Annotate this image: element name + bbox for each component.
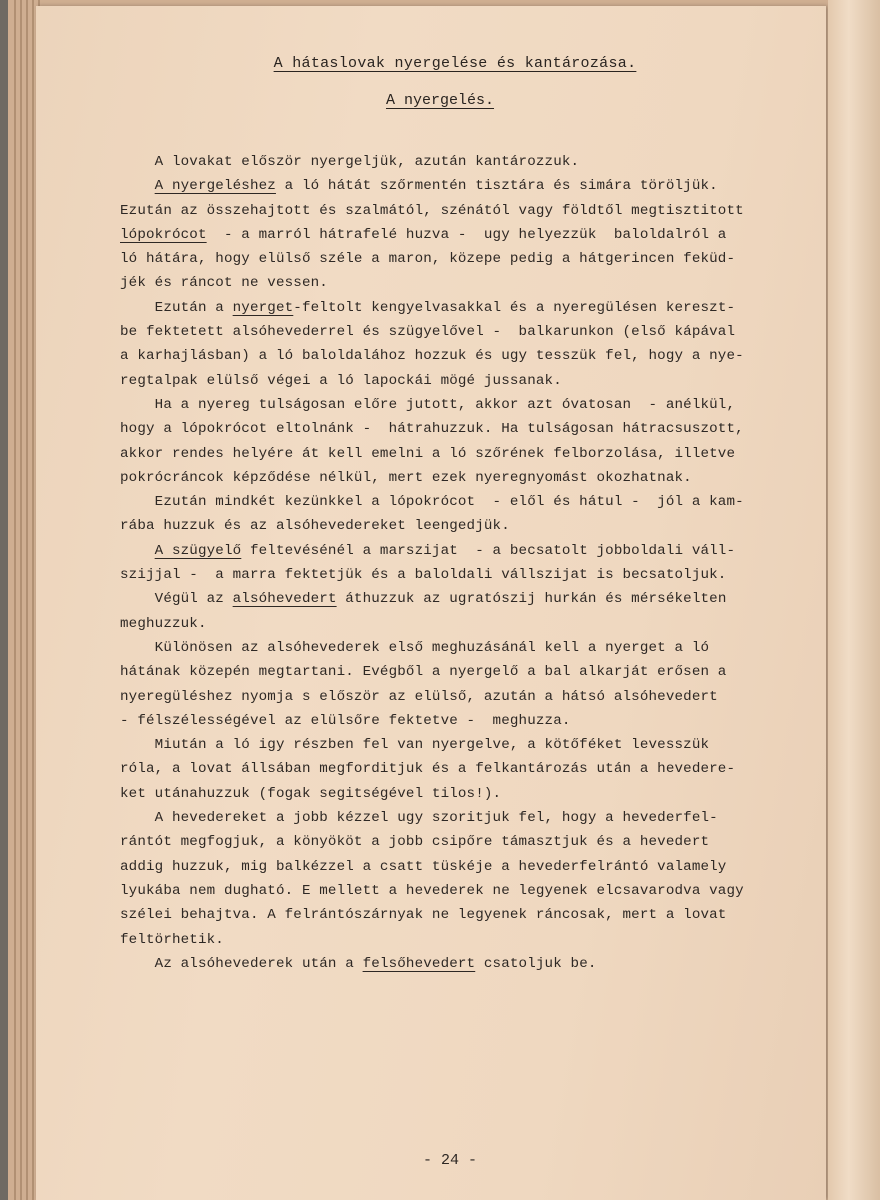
text-line bbox=[120, 782, 796, 806]
text-line bbox=[120, 417, 796, 441]
underlined-term: A szügyelő bbox=[154, 542, 242, 559]
underlined-term: lópokrócot bbox=[120, 226, 207, 243]
text-run bbox=[120, 543, 155, 559]
text-run: Ha a nyereg tulságosan előre jutott, akkor azt óvatosan - anélkül, bbox=[120, 396, 736, 413]
text-run: - félszélességével az elülsőre fektetve - meghuzza. bbox=[120, 712, 571, 729]
text-run: ket utánahuzzuk (fogak segitségével tilos!). bbox=[120, 785, 502, 802]
text-line bbox=[120, 563, 796, 587]
text-line bbox=[120, 150, 796, 174]
text-run: Az alsóhevederek után a bbox=[120, 955, 363, 972]
body-text bbox=[120, 150, 796, 976]
text-run: feltörhetik. bbox=[120, 931, 224, 948]
text-line bbox=[120, 612, 796, 636]
text-line bbox=[120, 733, 796, 757]
text-line bbox=[120, 709, 796, 733]
text-line bbox=[120, 514, 796, 538]
page-number: - 24 - bbox=[422, 1152, 477, 1169]
text-run: Ezután a bbox=[120, 299, 233, 316]
underlined-term: felsőhevedert bbox=[362, 955, 476, 972]
text-run: szélei behajtva. A felrántószárnyak ne legyenek ráncosak, mert a lovat bbox=[120, 907, 727, 924]
text-run: rántót megfogjuk, a könyököt a jobb csipőre támasztjuk és a hevedert bbox=[120, 834, 710, 851]
text-line bbox=[120, 393, 796, 417]
text-run: meghuzzuk. bbox=[120, 615, 207, 632]
text-line bbox=[120, 320, 796, 344]
underlined-term: nyerget bbox=[232, 299, 294, 316]
underlined-term: alsóhevedert bbox=[232, 591, 337, 608]
text-line bbox=[120, 757, 796, 781]
text-run: Ezután mindkét kezünkkel a lópokrócot - elől és hátul - jól a kam- bbox=[120, 494, 744, 511]
text-line bbox=[120, 587, 796, 611]
text-line bbox=[120, 879, 796, 903]
text-run: - a marról hátrafelé huzva - ugy helyezzük baloldalról a bbox=[206, 226, 727, 243]
text-run: szijjal - a marra fektetjük és a baloldali vállszijat is becsatoljuk. bbox=[120, 567, 727, 584]
text-run: regtalpak elülső végei a ló lapockái mögé jussanak. bbox=[120, 372, 562, 389]
text-run: a ló hátát szőrmentén tisztára és simára töröljük. bbox=[275, 178, 718, 195]
facing-page-edge bbox=[828, 0, 880, 1200]
text-line bbox=[120, 928, 796, 952]
text-line bbox=[120, 490, 796, 514]
text-run: feltevésénél a marszijat - a becsatolt jobboldali váll- bbox=[241, 542, 736, 559]
text-run: Végül az bbox=[120, 591, 233, 608]
text-line bbox=[120, 903, 796, 927]
text-line bbox=[120, 855, 796, 879]
text-run bbox=[120, 178, 155, 194]
text-line bbox=[120, 806, 796, 830]
text-run: jék és ráncot ne vessen. bbox=[120, 275, 328, 292]
text-line bbox=[120, 660, 796, 684]
text-run: -feltolt kengyelvasakkal és a nyeregülésen kereszt- bbox=[293, 299, 736, 316]
text-run: áthuzzuk az ugratószij hurkán és mérsékelten bbox=[336, 591, 727, 608]
text-run: akkor rendes helyére át kell emelni a ló szőrének felborzolása, illetve bbox=[120, 445, 736, 462]
text-line bbox=[120, 344, 796, 368]
text-run: Különösen az alsóhevederek első meghuzásánál kell a nyerget a ló bbox=[120, 639, 710, 656]
text-run: a karhajlásban) a ló baloldalához hozzuk és ugy tesszük fel, hogy a nye- bbox=[120, 348, 744, 365]
text-line bbox=[120, 830, 796, 854]
text-line bbox=[120, 174, 796, 198]
page-title: A hátaslovak nyergelése és kantározása. bbox=[273, 55, 637, 72]
text-run: róla, a lovat állsában megforditjuk és a felkantározás után a hevedere- bbox=[120, 761, 736, 778]
text-run: A lovakat először nyergeljük, azután kantározzuk. bbox=[120, 154, 580, 170]
text-run: Miután a ló igy részben fel van nyergelve, a kötőféket levesszük bbox=[120, 737, 710, 754]
text-line bbox=[120, 952, 796, 976]
text-run: A hevedereket a jobb kézzel ugy szoritjuk fel, hogy a hevederfel- bbox=[120, 810, 718, 827]
text-line bbox=[120, 369, 796, 393]
text-run: addig huzzuk, mig balkézzel a csatt tüskéje a hevederfelrántó valamely bbox=[120, 858, 727, 875]
text-run: nyeregüléshez nyomja s először az elülső, azután a hátsó alsóhevedert bbox=[120, 688, 718, 705]
text-run: hogy a lópokrócot eltolnánk - hátrahuzzuk. Ha tulságosan hátracsuszott, bbox=[120, 421, 744, 438]
section-subtitle: A nyergelés. bbox=[385, 92, 495, 109]
text-run: lyukába nem dugható. E mellett a hevederek ne legyenek elcsavarodva vagy bbox=[120, 882, 744, 899]
text-run: Ezután az összehajtott és szalmától, szénától vagy földtől megtisztitott bbox=[120, 202, 744, 219]
text-run: ló hátára, hogy elülső széle a maron, közepe pedig a hátgerincen feküd- bbox=[120, 251, 736, 268]
underlined-term: A nyergeléshez bbox=[154, 178, 276, 195]
text-line bbox=[120, 466, 796, 490]
text-run: csatoljuk be. bbox=[475, 955, 597, 972]
text-line bbox=[120, 199, 796, 223]
text-run: rába huzzuk és az alsóhevedereket leengedjük. bbox=[120, 518, 510, 535]
text-line bbox=[120, 685, 796, 709]
text-line bbox=[120, 223, 796, 247]
text-line bbox=[120, 247, 796, 271]
text-line bbox=[120, 539, 796, 563]
text-line bbox=[120, 442, 796, 466]
text-line bbox=[120, 271, 796, 295]
text-line bbox=[120, 296, 796, 320]
text-run: pokrócráncok képződése nélkül, mert ezek nyeregnyomást okozhatnak. bbox=[120, 469, 692, 486]
text-line bbox=[120, 636, 796, 660]
text-run: be fektetett alsóhevederrel és szügyelővel - balkarunkon (első kápával bbox=[120, 324, 736, 341]
text-run: hátának közepén megtartani. Evégből a nyergelő a bal alkarját erősen a bbox=[120, 664, 727, 681]
